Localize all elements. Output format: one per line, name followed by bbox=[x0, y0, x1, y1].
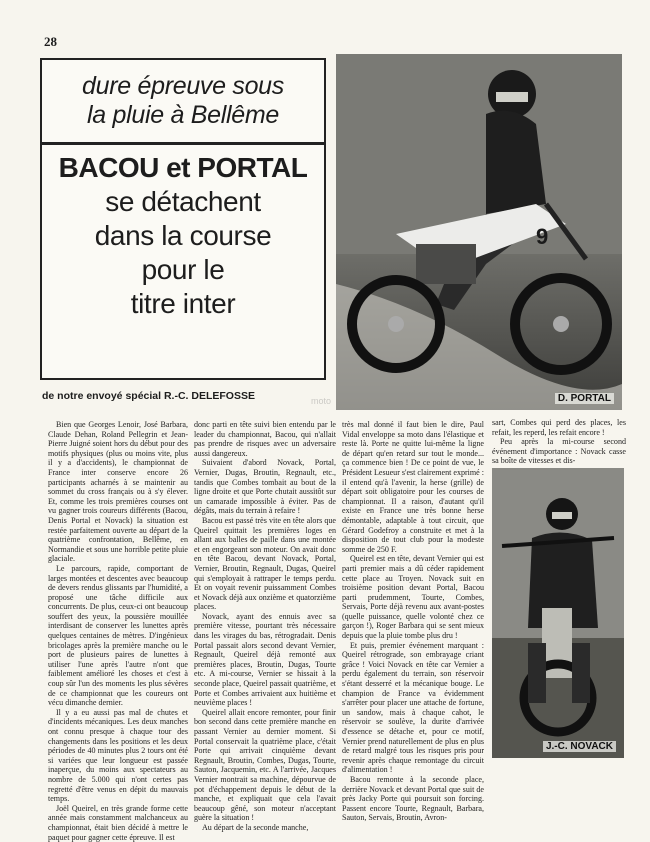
paragraph: Queirel est en tête, devant Vernier qui est parti premier mais a dû céder rapidement cette place au Troyen. Novack suit en troisième position devant Portal, Bacou parti prudemment, Tourte, Combes, Servais, Porte déjà revenu aux avant-postes (quelle puissance, quelle volonté chez ce garçon !), Roger Barbara qui se sent mieux depuis que la pluie tombe plus dru ! bbox=[342, 554, 484, 641]
page-number: 28 bbox=[44, 34, 57, 49]
paragraph: Bacou est passé très vite en tête alors que Queirel quittait les premières loges en allant aux balles de paille dans une montée et en engorgeant son moteur. On avait donc en tête Bacou, devant Novack, Portal, Vernier, Broutin, Regnault, Dugas, Queirel qui s'employait à rattraper le temps perdu. Et on voyait revenir puissamment Combes et Novack déjà aux onzième et quatorzième places. bbox=[194, 515, 336, 612]
headline-kicker-2: la pluie à Bellême bbox=[87, 101, 279, 129]
paragraph: Queirel allait encore remonter, pour finir bon second dans cette première manche en passant Vernier au dernier moment. Si Portal conservait la quatrième place, c'était Porte qui arrivait cinquième devant Regnault, Broutin, Combes, Dugas, Tourte, Sauton, Jacquemin, etc. A l'arrivée, Jacques Vernier montrait sa machine, dépourvue de pot d'échappement depuis le début de la manche, et expliquait que cela l'avait beaucoup gêné, son moteur n'acceptant guère la situation ! bbox=[194, 707, 336, 823]
headline-kicker-1: dure épreuve sous bbox=[82, 72, 284, 100]
paragraph: Novack, ayant des ennuis avec sa première vitesse, pourtant très nécessaire dans les virages du bas, rétrogradait. Denis Portal passait alors second devant Vernier, Regnault, Queirel déjà remonté aux premières places, Broutin, Dugas, Tourte etc. A mi-course, Vernier se hissait à la seconde place, Queirel passait quatrième, et Porte et Combes arrivaient aux huitième et neuvième places ! bbox=[194, 611, 336, 708]
paragraph: donc parti en tête suivi bien entendu par le leader du championnat, Bacou, qui n'allait pas prendre de risques avec un adversaire aussi dangereux. bbox=[194, 420, 336, 458]
paragraph: Le parcours, rapide, comportant de larges montées et descentes avec beaucoup de devers rendus glissants par l'humidité, a proposé une tâche difficile aux concurrents. De plus, ceux-ci ont beaucoup souffert des yeux, la poussière mouillée interdisant de conserver les lunettes après quelques centaines de mètres. D'ingénieux bricolages après la première manche ou le port de plusieurs paires de lunettes à utiliser l'une après l'autre n'ont que faiblement amélioré les choses et c'est à coup sûr l'un des moments les plus sévères de ce championnat que les coureurs ont vécu dimanche dernier. bbox=[48, 563, 188, 708]
paragraph: Bien que Georges Lenoir, José Barbara, Claude Dehan, Roland Pellegrin et Jean-Pierre Juigné soient hors du début pour des motifs physiques (plus ou moins vite, plus il y a d'accidents), le championnat de France inter conserve encore 26 participants acharnés à se maintenir au sommet du cross français ou à s'y élever. Et, comme les trois premières courses ont vu gagner trois coureurs différents (Bacou, Denis Portal et Novack) la situation est restée parfaitement ouverte au départ de la quatrième confrontation, Bellême, en Normandie et sous une horrible petite pluie glaciale. bbox=[48, 420, 188, 564]
paragraph: Bacou remonte à la seconde place, derrière Novack et devant Portal que suit de près Jacky Porte qui poursuit son forcing. Passent encore Tourte, Regnault, Barbara, Sauton, Servais, Broutin, Avron- bbox=[342, 774, 484, 823]
photo-rider-novack bbox=[492, 468, 624, 758]
article-column-4 bbox=[492, 418, 626, 464]
headline-title-1: BACOU et PORTAL bbox=[58, 152, 308, 183]
caption-portal: D. PORTAL bbox=[555, 393, 614, 404]
paragraph: Au départ de la seconde manche, bbox=[202, 822, 309, 832]
motocross-rider-illustration bbox=[336, 54, 622, 410]
paragraph: Il y a eu aussi pas mal de chutes et d'incidents mécaniques. Les deux manches ont connu presque à chaque tour des changements dans les positions et les deux périodes de 40 minutes plus 2 tours ont été si variées que leur longueur est passée inaperçue, du moins aux spectateurs au nombre de 5.000 qui n'ont certes pas regretté d'être venus en dépit du mauvais temps. bbox=[48, 707, 188, 804]
paragraph: Joël Queirel, en très grande forme cette année mais constamment malchanceux au championnat, était bien décidé à mettre le paquet pour gagner cette épreuve. Il est bbox=[48, 803, 188, 842]
paragraph: Et puis, premier événement marquant : Queirel rétrograde, son embrayage criant grâce ! Voici Novack en tête car Vernier a perdu également du terrain, son réservoir s'étant desserré et la mécanique bouge. Le champion de France va évidemment s'arrêter pour placer une attache de fortune, un sandow, mais à chaque cahot, le réservoir se soulève, la durite d'arrivée d'essence se détache et, pour ce motif, Vernier prend naturellement de plus en plus de retard malgré tous les risques pris pour revenir après chaque remontage du circuit d'alimentation ! bbox=[342, 640, 484, 775]
paragraph: très mal donné il faut bien le dire, Paul Vidal enveloppe sa moto dans l'élastique et reste là. Porte ne quitte lui-même la ligne de départ qu'en retard sur tout le monde... ça commence bien ! De ce point de vue, le Président Lesueur s'est clairement exprimé : il entend qu'à l'avenir, la herse (grille) de départ soit obligatoire pour les courses de championnat. Il a raison, d'autant qu'il existe en France une très bonne herse démontable, adaptable à tout circuit, que Gérard Godefroy a construite et met à la disposition de tout club pour la modeste somme de 250 F. bbox=[342, 420, 484, 554]
paragraph: Suivaient d'abord Novack, Portal, Vernier, Dugas, Broutin, Regnault, etc., tandis que Combes tombait au bout de la ligne droite et que Porte chutait aussitôt sur un camarade impossible à éviter. Pas de dégâts, mais du terrain à refaire ! bbox=[194, 458, 336, 516]
article-column-1 bbox=[48, 420, 188, 842]
paragraph: Peu après la mi-course second événement d'importance : Novack casse sa boîte de vitesses et dis- bbox=[492, 437, 626, 466]
photo-rider-portal bbox=[336, 54, 622, 410]
article-column-3 bbox=[342, 420, 484, 823]
article-column-2 bbox=[194, 420, 336, 832]
headline-title-2: se détachent bbox=[105, 186, 261, 217]
headline-title-5: titre inter bbox=[130, 288, 236, 319]
byline: de notre envoyé spécial R.-C. DELEFOSSE bbox=[42, 390, 255, 402]
headline-title-4: pour le bbox=[141, 254, 225, 285]
caption-novack: J.-C. NOVACK bbox=[543, 741, 616, 752]
paragraph: sart, Combes qui perd des places, les refait, les reperd, les refait encore ! bbox=[492, 418, 626, 437]
plate-number: 9 bbox=[536, 224, 549, 249]
headline-divider bbox=[42, 142, 324, 145]
headline-box bbox=[40, 58, 326, 380]
headline-title-3: dans la course bbox=[94, 220, 272, 251]
motocross-rider-illustration-small bbox=[492, 468, 624, 758]
watermark-text: moto bbox=[310, 396, 331, 406]
